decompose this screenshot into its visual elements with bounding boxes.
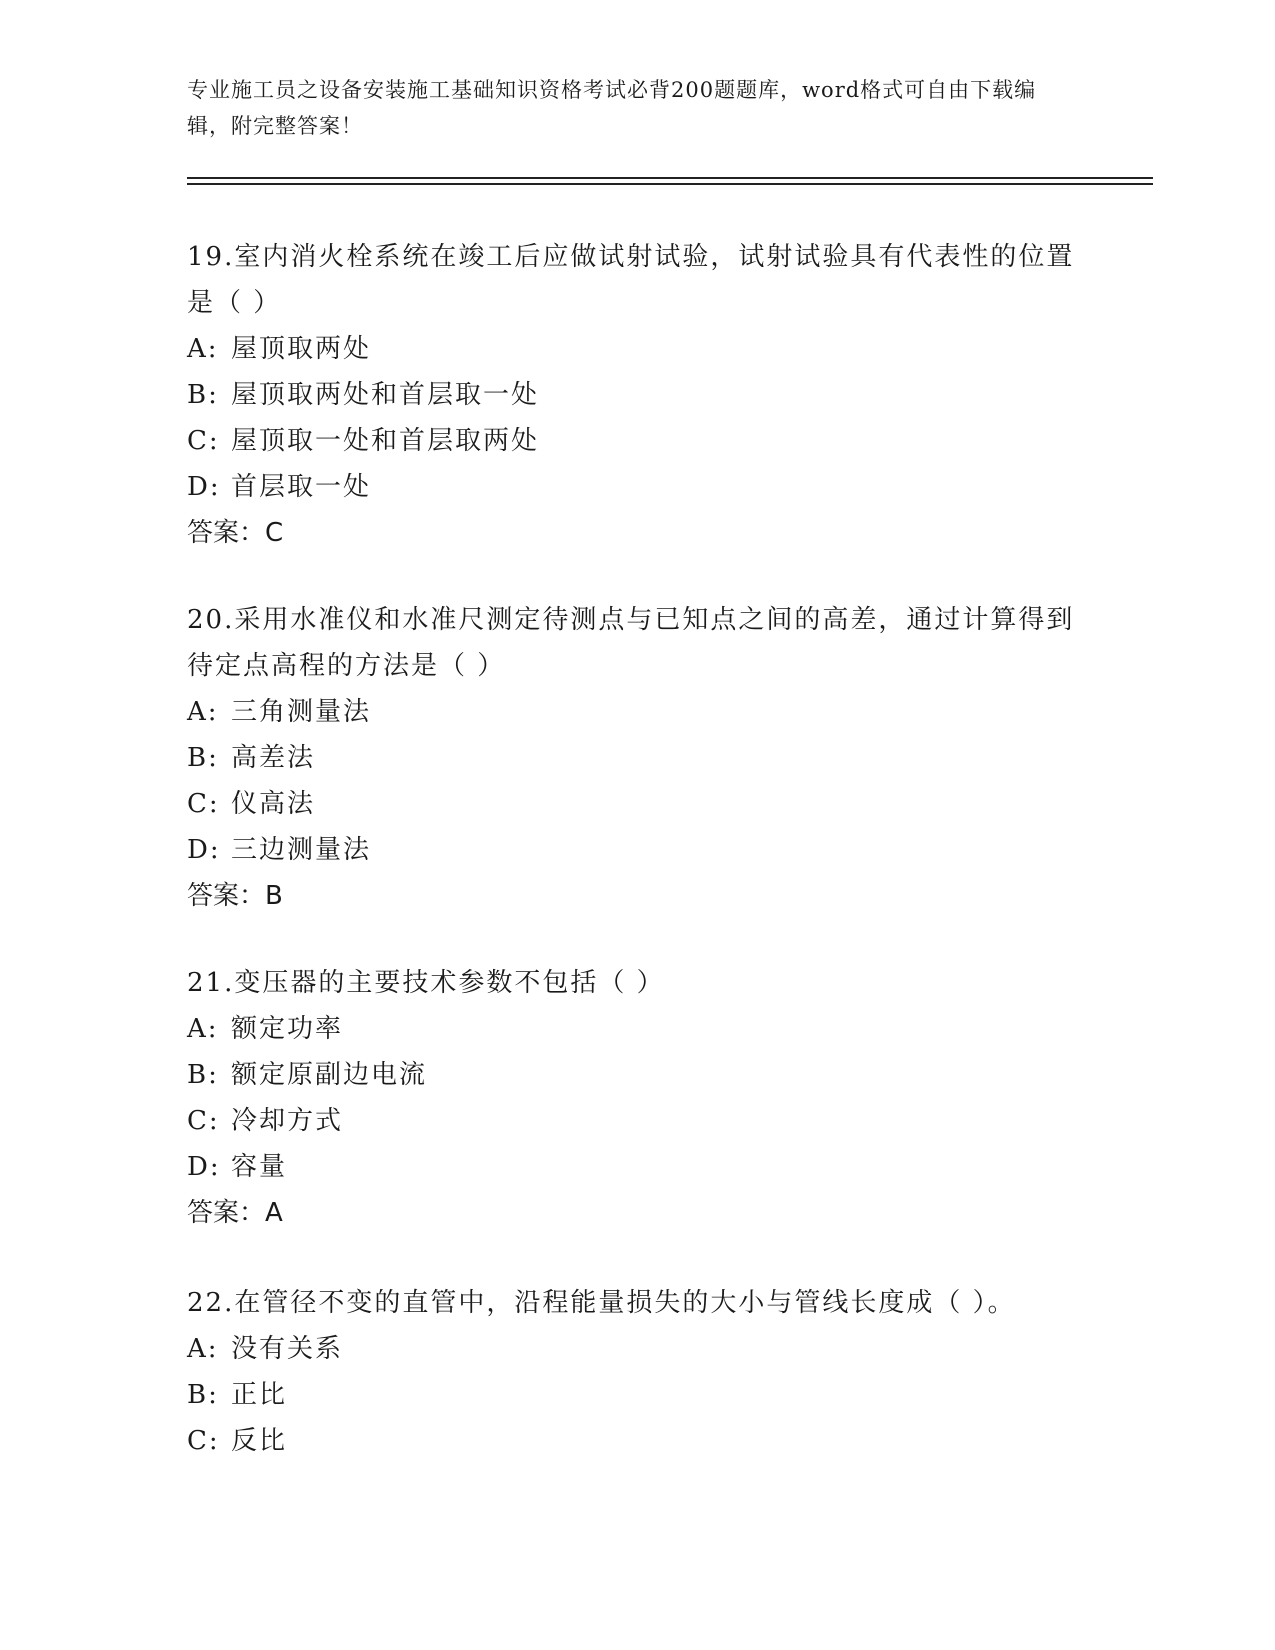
option-key: C: (187, 1106, 220, 1136)
option-b (187, 1372, 1087, 1418)
option-text: 反比 (231, 1426, 288, 1456)
document-header: 专业施工员之设备安装施工基础知识资格考试必背200题题库，word格式可自由下载编辑，附完整答案！ (187, 78, 1037, 138)
option-a (187, 1326, 1087, 1372)
option-d (187, 464, 1087, 510)
option-c (187, 781, 1087, 827)
option-key: B: (187, 743, 219, 773)
option-key: D: (187, 835, 221, 865)
option-text: 仪高法 (231, 789, 316, 819)
option-key: C: (187, 1426, 220, 1456)
option-a (187, 326, 1087, 372)
option-key: D: (187, 1152, 221, 1182)
question-stem: 21.变压器的主要技术参数不包括（ ） (187, 968, 665, 998)
option-a (187, 1006, 1087, 1052)
option-text: 额定功率 (231, 1014, 344, 1044)
option-text: 三边测量法 (231, 835, 372, 865)
option-key: A: (187, 1014, 219, 1044)
option-text: 屋顶取一处和首层取两处 (231, 426, 540, 456)
header-divider-bottom (187, 183, 1153, 185)
option-key: A: (187, 697, 219, 727)
option-b (187, 1052, 1087, 1098)
option-text: 正比 (231, 1380, 288, 1410)
header-divider-top (187, 177, 1153, 179)
option-b (187, 372, 1087, 418)
option-d (187, 827, 1087, 873)
option-text: 屋顶取两处和首层取一处 (231, 380, 540, 410)
question-stem: 19.室内消火栓系统在竣工后应做试射试验，试射试验具有代表性的位置是（ ） (187, 242, 1075, 318)
option-text: 额定原副边电流 (231, 1060, 428, 1090)
option-b (187, 735, 1087, 781)
option-text: 首层取一处 (231, 472, 372, 502)
option-key: A: (187, 1334, 219, 1364)
option-text: 容量 (231, 1152, 288, 1182)
option-key: D: (187, 472, 221, 502)
option-d (187, 1144, 1087, 1190)
option-key: C: (187, 789, 220, 819)
question-19 (187, 234, 1087, 556)
option-text: 屋顶取两处 (231, 334, 372, 364)
option-text: 没有关系 (231, 1334, 344, 1364)
option-key: C: (187, 426, 220, 456)
answer-line: 答案：B (187, 881, 283, 911)
answer-line: 答案：C (187, 518, 284, 548)
option-a (187, 689, 1087, 735)
option-text: 冷却方式 (231, 1106, 344, 1136)
option-text: 三角测量法 (231, 697, 372, 727)
option-c (187, 418, 1087, 464)
question-20 (187, 597, 1087, 919)
option-c (187, 1418, 1087, 1464)
option-c (187, 1098, 1087, 1144)
question-stem: 20.采用水准仪和水准尺测定待测点与已知点之间的高差，通过计算得到待定点高程的方法是（ ） (187, 605, 1075, 681)
question-22 (187, 1280, 1087, 1464)
option-key: B: (187, 380, 219, 410)
option-key: B: (187, 1380, 219, 1410)
question-21 (187, 960, 1087, 1236)
option-text: 高差法 (231, 743, 316, 773)
option-key: A: (187, 334, 219, 364)
question-stem: 22.在管径不变的直管中，沿程能量损失的大小与管线长度成（ ）。 (187, 1288, 1016, 1318)
answer-line: 答案：A (187, 1198, 283, 1228)
option-key: B: (187, 1060, 219, 1090)
